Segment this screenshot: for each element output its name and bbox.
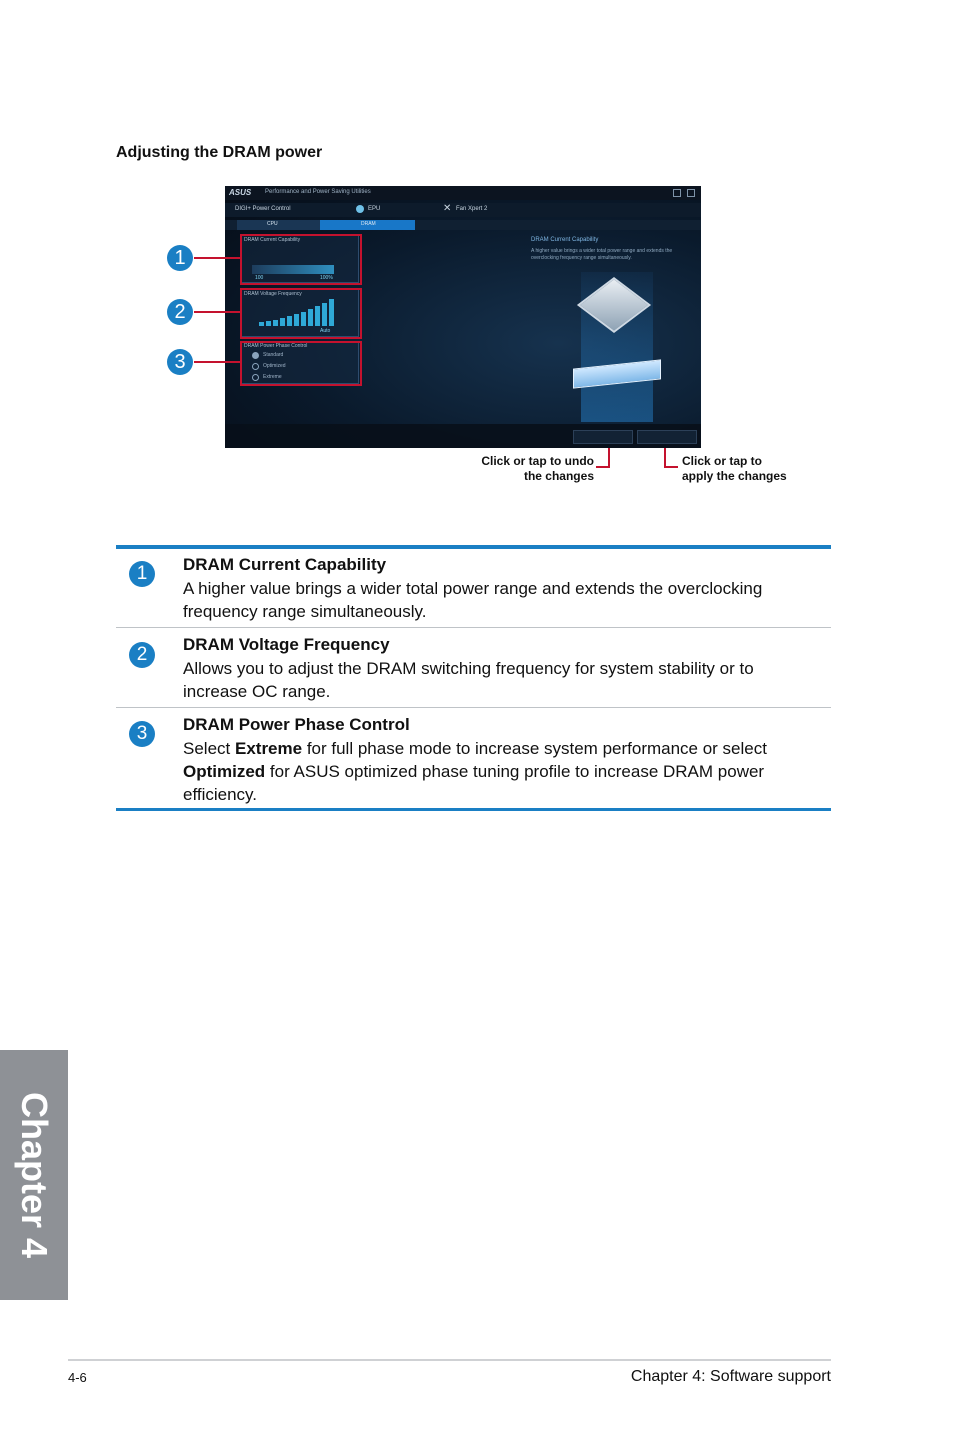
- page-number: 4-6: [68, 1370, 87, 1385]
- undo-leader: [608, 448, 610, 468]
- subtab-cpu-label: CPU: [267, 221, 278, 227]
- row1-text-line2: frequency range simultaneously.: [183, 602, 427, 621]
- table-callout-3: 3: [129, 721, 155, 747]
- leader-line-2: [194, 311, 240, 313]
- table-top-rule: [116, 545, 831, 549]
- window-title: Performance and Power Saving Utilities: [265, 189, 371, 195]
- row3-optimized: Optimized: [183, 762, 266, 781]
- power-phase-label: DRAM Power Phase Control: [244, 343, 308, 349]
- apply-button[interactable]: [637, 430, 697, 444]
- row3-text: [183, 737, 823, 806]
- apply-note: [682, 454, 822, 484]
- asus-logo: ASUS: [229, 188, 252, 197]
- current-capability-min: 100: [255, 275, 264, 281]
- nav-digi-power[interactable]: DIGI+ Power Control: [235, 206, 291, 212]
- row3-line1-pre: Select: [183, 739, 235, 758]
- section-heading: Adjusting the DRAM power: [116, 144, 323, 161]
- apply-note-line2: apply the changes: [682, 469, 787, 483]
- row3-extreme: Extreme: [234, 739, 303, 758]
- subtab-dram-label: DRAM: [361, 221, 376, 227]
- voltage-frequency-value: Auto: [320, 328, 331, 334]
- leader-line-3: [194, 361, 240, 363]
- row2-text-line2: increase OC range.: [183, 682, 331, 701]
- table-row-divider: [116, 707, 831, 708]
- row1-title: DRAM Current Capability: [183, 555, 387, 574]
- table-row-divider: [116, 627, 831, 628]
- callout-2: 2: [167, 299, 193, 325]
- footer-title: Chapter 4: Software support: [630, 1368, 831, 1385]
- chapter-tab-label: Chapter 4: [14, 1091, 55, 1259]
- row3-line2-post: for ASUS optimized phase tuning profile to increase DRAM power: [265, 762, 765, 781]
- undo-button[interactable]: [573, 430, 633, 444]
- minimize-icon[interactable]: [673, 189, 681, 197]
- nav-epu[interactable]: EPU: [368, 206, 381, 212]
- fan-icon: ✕: [443, 203, 452, 214]
- footer-rule: [68, 1359, 831, 1361]
- radio-optimized-label: Optimized: [263, 363, 286, 369]
- voltage-frequency-label: DRAM Voltage Frequency: [244, 291, 302, 297]
- current-capability-label: DRAM Current Capability: [244, 237, 301, 243]
- callout-1: 1: [167, 245, 193, 271]
- row2-title: DRAM Voltage Frequency: [183, 635, 390, 654]
- radio-extreme-label: Extreme: [263, 374, 282, 380]
- highlight-box-2: [240, 288, 362, 339]
- table-bottom-rule: [116, 808, 831, 811]
- undo-leader-foot: [596, 466, 610, 468]
- row3-title: DRAM Power Phase Control: [183, 715, 410, 734]
- undo-note-line2: the changes: [523, 469, 594, 483]
- row3-line1-post: for full phase mode to increase system performance or select: [302, 739, 767, 758]
- row2-text-line1: Allows you to adjust the DRAM switching frequency for system stability or to: [183, 659, 754, 678]
- highlight-box-1: [240, 234, 362, 285]
- description-title: DRAM Current Capability: [531, 237, 599, 243]
- close-icon[interactable]: [687, 189, 695, 197]
- highlight-box-3: [240, 341, 362, 386]
- apply-leader: [664, 448, 666, 468]
- row1-text: [183, 577, 823, 623]
- apply-leader-foot: [664, 466, 678, 468]
- undo-note-line1: Click or tap to undo: [481, 454, 594, 468]
- leader-line-1: [194, 257, 240, 259]
- table-callout-1: 1: [129, 561, 155, 587]
- epu-icon: [356, 205, 364, 213]
- undo-note: [470, 454, 594, 484]
- current-capability-value: 100%: [320, 275, 333, 281]
- row3-text-line1: [183, 737, 823, 760]
- row1-text-line1: A higher value brings a wider total power range and extends the overclocking: [183, 579, 763, 598]
- apply-note-line1: Click or tap to: [682, 454, 763, 468]
- row2-text: [183, 657, 823, 703]
- nav-fan-xpert[interactable]: Fan Xpert 2: [456, 206, 488, 212]
- radio-standard-label: Standard: [263, 352, 284, 358]
- description-text: A higher value brings a wider total power range and extends the overclocking frequency range simultaneously.: [531, 248, 673, 261]
- row3-text-line3: efficiency.: [183, 785, 258, 804]
- subtab-cpu[interactable]: [237, 220, 332, 230]
- table-callout-2: 2: [129, 642, 155, 668]
- callout-3: 3: [167, 349, 193, 375]
- row3-text-line2: [183, 760, 823, 783]
